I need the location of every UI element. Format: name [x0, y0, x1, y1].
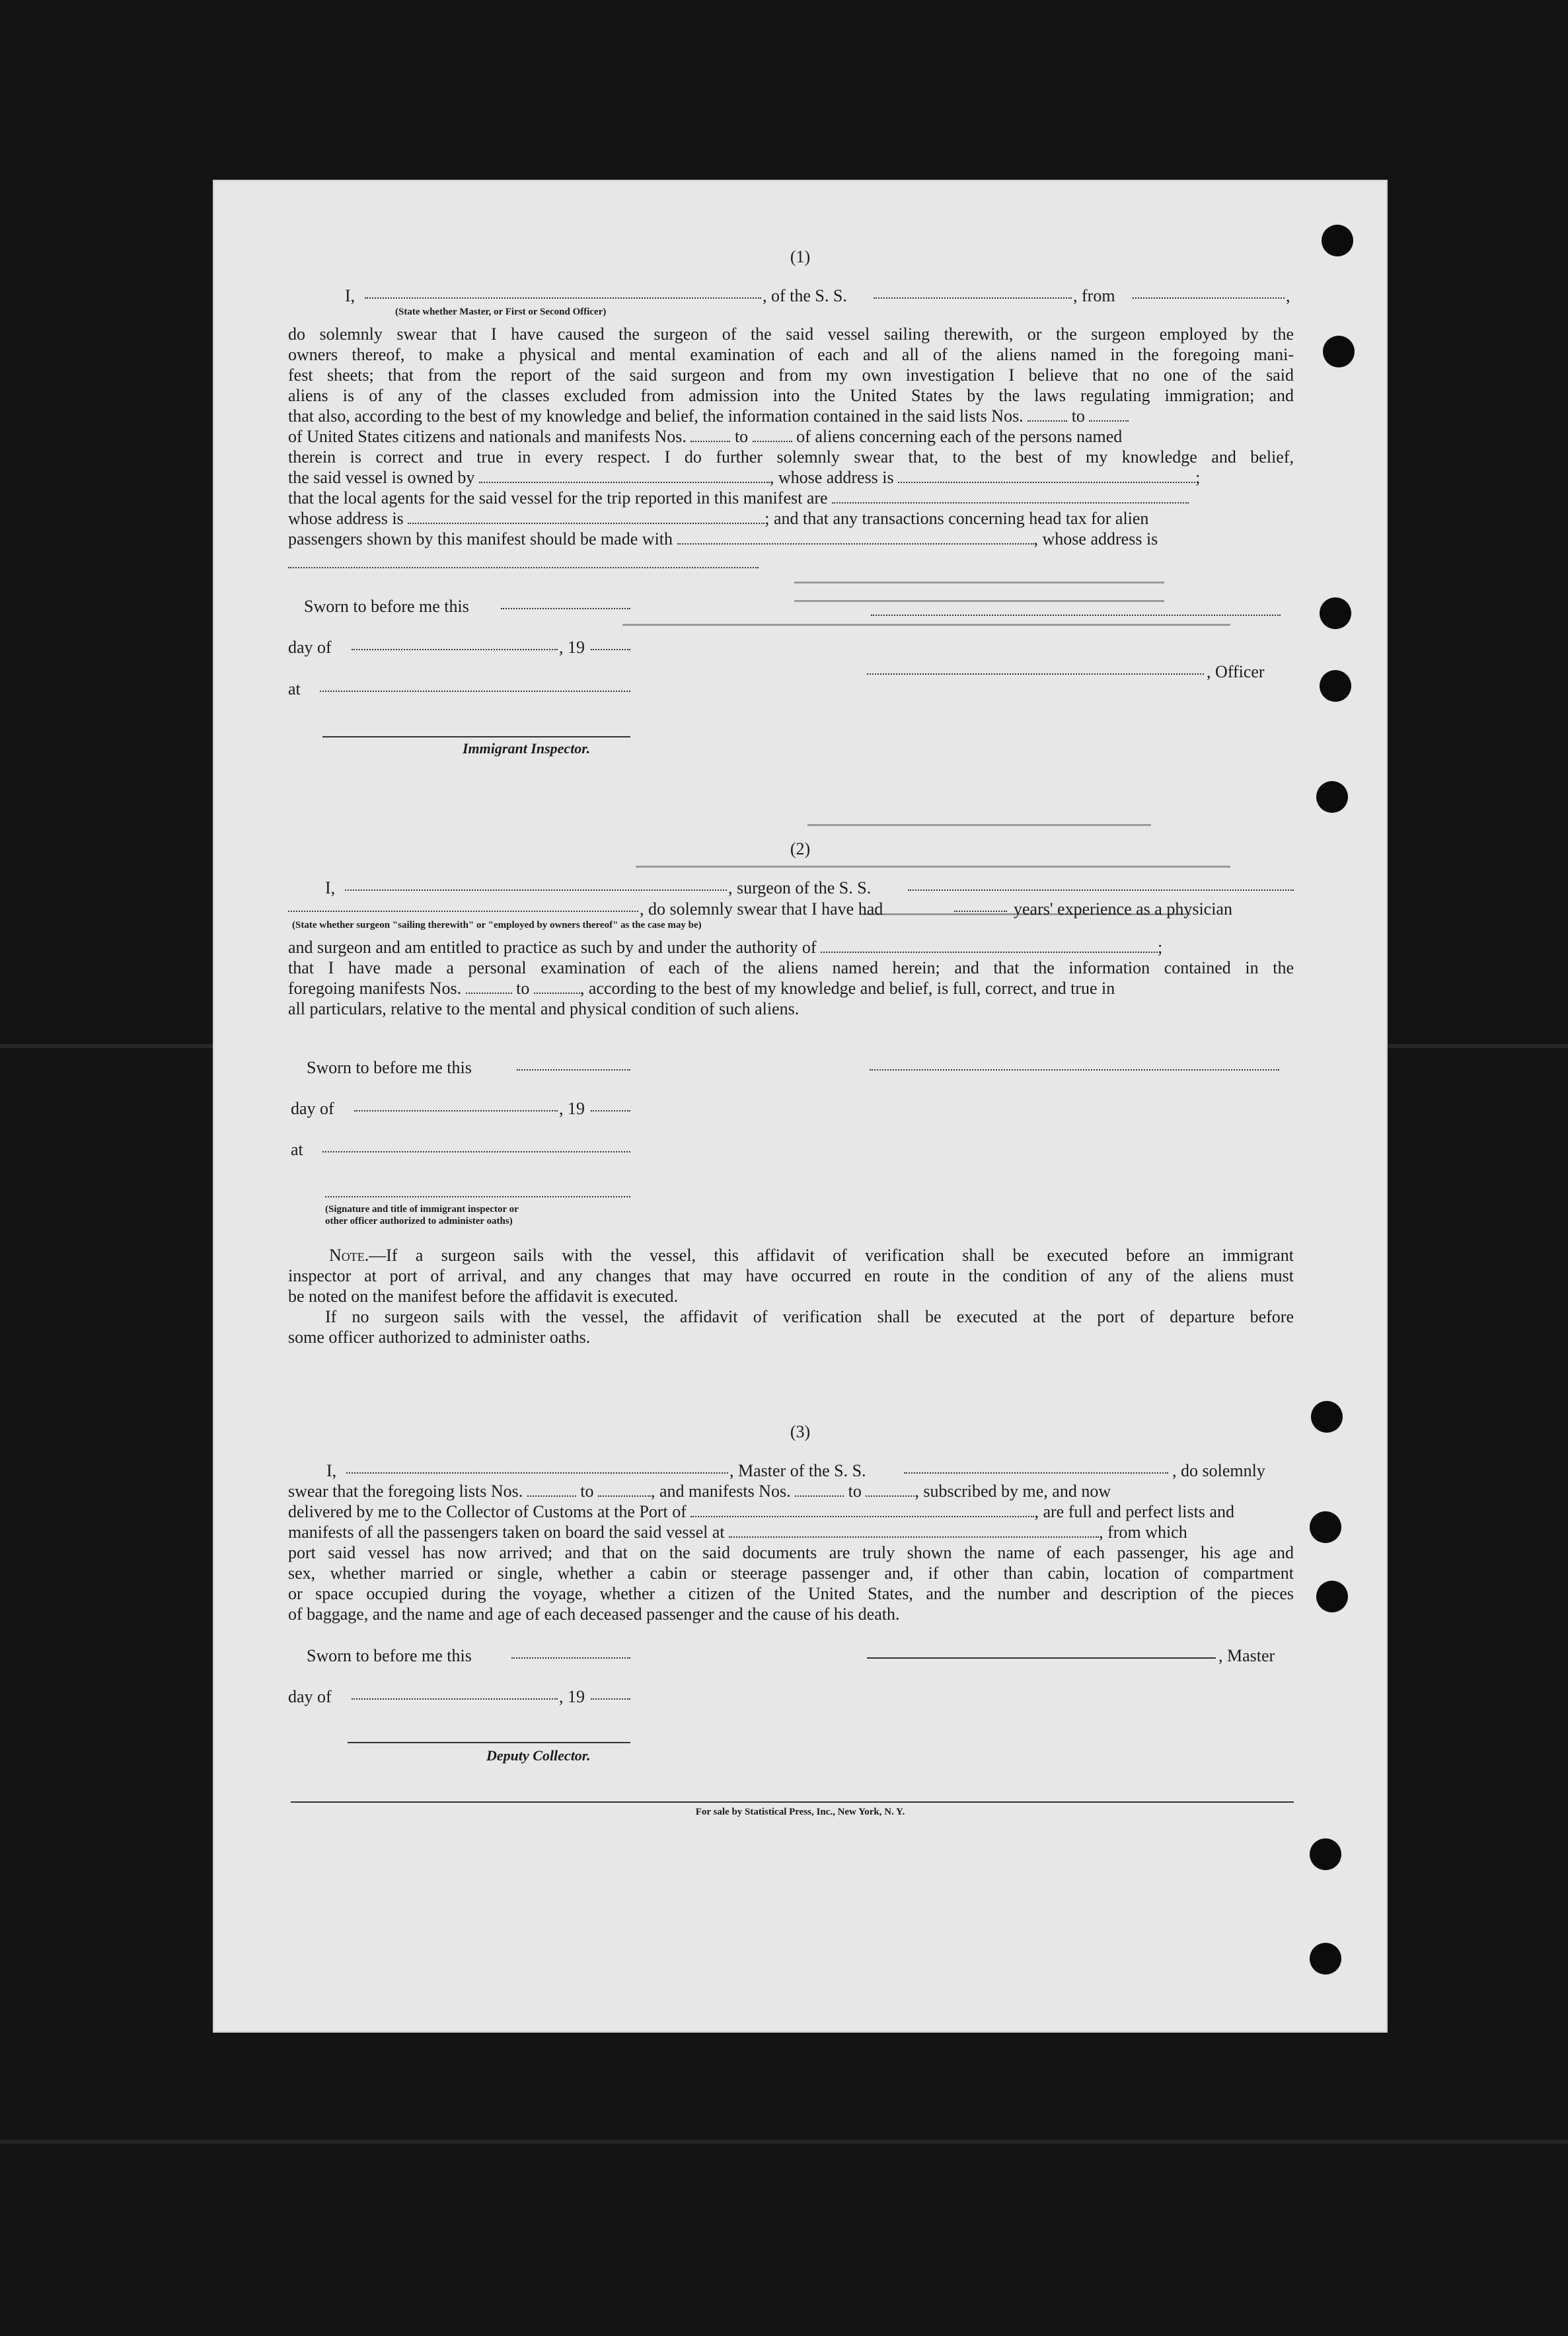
officer-signature-field[interactable] [867, 672, 1204, 675]
oath-paragraph-line: passengers shown by this manifest should be made with , whose address is [288, 529, 1158, 548]
section-2-swear-label: , do solemnly swear that I have had [640, 899, 883, 919]
day-field[interactable] [352, 648, 558, 650]
year-label: , 19 [559, 1099, 585, 1118]
bleed-through-line [794, 600, 1164, 602]
manifest-page [213, 180, 1388, 2033]
punch-hole [1320, 670, 1351, 702]
oath-paragraph-line: whose address is ; and that any transactions concerning head tax for alien [288, 509, 1149, 528]
officer-signature-upper-line[interactable] [871, 613, 1281, 616]
section-1-from-label: , from [1073, 286, 1115, 305]
master-label: , Master [1218, 1646, 1275, 1665]
sworn-label: Sworn to before me this [307, 1058, 472, 1077]
owner-address-field[interactable] [898, 470, 1195, 483]
day-label: day of [291, 1099, 334, 1118]
punch-hole [1323, 336, 1355, 367]
section-2-number: (2) [790, 839, 811, 858]
list-no-from-field[interactable] [1027, 408, 1067, 422]
section-3-number: (3) [790, 1422, 811, 1441]
oath-paragraph-line: the said vessel is owned by , whose address is ; [288, 468, 1201, 487]
punch-hole [1310, 1838, 1341, 1870]
at-label: at [288, 679, 301, 698]
master-list-to-field[interactable] [598, 1484, 651, 1497]
surgeon-signature-field[interactable] [870, 1068, 1279, 1071]
surgeon-manifest-from-field[interactable] [466, 981, 512, 994]
surgeon-name-field[interactable] [345, 888, 727, 891]
inspector-signature-line[interactable] [322, 735, 630, 737]
section-3-master-label: , Master of the S. S. [729, 1461, 866, 1480]
day-label: day of [288, 638, 332, 657]
oath-paragraph-line: aliens is of any of the classes excluded from admission into the United States by the laws regulating immigration; and [288, 386, 1294, 405]
officer-label: , Officer [1207, 662, 1265, 681]
master-paragraph-line: of baggage, and the name and age of each deceased passenger and the cause of his death. [288, 1604, 900, 1624]
note-line: be noted on the manifest before the affidavit is executed. [288, 1287, 679, 1306]
sworn-date-field[interactable] [517, 1068, 630, 1071]
master-list-from-field[interactable] [527, 1484, 576, 1497]
bleed-through-line [622, 624, 1230, 626]
practice-authority-field[interactable] [821, 940, 1158, 953]
section-2-physician-label: years' experience as a physician [1014, 899, 1232, 919]
signature-title-note: other officer authorized to administer oaths) [325, 1216, 513, 1226]
officer-rank-note: (State whether Master, or First or Second Officer) [395, 307, 607, 317]
master-name-field[interactable] [365, 296, 761, 299]
oath-paragraph-line: that also, according to the best of my knowledge and belief, the information contained in the said lists Nos. to [288, 406, 1129, 426]
manifest-no-from-field[interactable] [691, 429, 730, 442]
deputy-collector-label: Deputy Collector. [486, 1747, 591, 1764]
section-2-ss-label: , surgeon of the S. S. [728, 878, 872, 897]
port-of-arrival-field[interactable] [691, 1504, 1034, 1517]
year-label: , 19 [559, 638, 585, 657]
at-label: at [291, 1140, 303, 1159]
master-paragraph-line: manifests of all the passengers taken on board the said vessel at , from which [288, 1523, 1187, 1542]
head-tax-party-field[interactable] [677, 531, 1034, 545]
punch-hole [1310, 1511, 1341, 1543]
year-field[interactable] [591, 648, 630, 650]
master-signature-field[interactable] [867, 1656, 1216, 1659]
bleed-through-line [636, 866, 1230, 868]
master-paragraph-line: sex, whether married or single, whether a cabin or steerage passenger and, if other than cabin, location of compartment [288, 1564, 1294, 1583]
local-agents-field[interactable] [832, 490, 1189, 504]
footer-rule [291, 1800, 1294, 1803]
master-paragraph-line: swear that the foregoing lists Nos. to , and manifests Nos. to , subscribed by me, and now [288, 1482, 1111, 1501]
surgeon-paragraph-line: that I have made a personal examination of each of the aliens named herein; and that the information contained in the [288, 958, 1294, 977]
master-paragraph-line: or space occupied during the voyage, whether a citizen of the United States, and the number and description of the pieces [288, 1584, 1294, 1603]
note-label: Note. [329, 1246, 369, 1265]
bleed-through-line [807, 824, 1151, 826]
section-1-number: (1) [790, 247, 811, 266]
surgeon-status-field[interactable] [288, 909, 638, 912]
ship-name-field[interactable] [904, 1471, 1168, 1474]
scan-band [0, 2140, 1568, 2144]
sworn-date-field[interactable] [501, 607, 630, 609]
surgeon-manifest-to-field[interactable] [534, 981, 580, 994]
day-field[interactable] [352, 1697, 558, 1700]
year-field[interactable] [591, 1697, 630, 1700]
head-tax-address-field[interactable] [288, 566, 759, 568]
section-1-line-1: I, [345, 286, 355, 305]
collector-signature-line[interactable] [348, 1741, 630, 1743]
oath-paragraph-line: owners thereof, to make a physical and mental examination of each and all of the aliens named in the foregoing mani- [288, 345, 1294, 364]
oath-paragraph-line: of United States citizens and nationals and manifests Nos. to of aliens concerning each of the persons named [288, 427, 1123, 446]
day-label: day of [288, 1687, 332, 1706]
sworn-label: Sworn to before me this [304, 597, 469, 616]
year-label: , 19 [559, 1687, 585, 1706]
port-from-field[interactable] [1133, 296, 1285, 299]
note-line: some officer authorized to administer oaths. [288, 1328, 591, 1347]
oath-paragraph-line: fest sheets; that from the report of the said surgeon and from my own investigation I believe that no one of the said [288, 365, 1294, 385]
sworn-date-field[interactable] [511, 1656, 630, 1659]
surgeon-paragraph-line: foregoing manifests Nos. to , according to the best of my knowledge and belief, is full, correct, and true in [288, 979, 1115, 998]
day-field[interactable] [354, 1109, 558, 1111]
punch-hole [1316, 781, 1348, 813]
master-paragraph-line: port said vessel has now arrived; and that on the said documents are truly shown the name of each passenger, his age and [288, 1543, 1294, 1562]
surgeon-paragraph-line: all particulars, relative to the mental and physical condition of such aliens. [288, 999, 800, 1018]
years-experience-field[interactable] [954, 909, 1007, 912]
surgeon-ship-field[interactable] [908, 888, 1294, 891]
section-2-i-label: I, [325, 878, 336, 897]
surgeon-status-note: (State whether surgeon "sailing therewith" or "employed by owners thereof" as the case may be) [292, 920, 702, 930]
vessel-owner-field[interactable] [479, 470, 770, 483]
oath-paragraph-line: that the local agents for the said vessel for the trip reported in this manifest are [288, 488, 1189, 508]
section-3-solemnly-label: , do solemnly [1172, 1461, 1265, 1480]
printer-imprint: For sale by Statistical Press, Inc., New York, N. Y. [695, 1807, 905, 1817]
surgeon-paragraph-line: and surgeon and am entitled to practice as such by and under the authority of ; [288, 938, 1163, 957]
agent-address-field[interactable] [408, 511, 765, 524]
punch-hole [1310, 1943, 1341, 1975]
section-1-comma: , [1286, 286, 1290, 305]
note-line: If no surgeon sails with the vessel, the affidavit of verification shall be executed at the port of departure before [325, 1307, 1294, 1326]
section-3-i-label: I, [326, 1461, 337, 1480]
master-paragraph-line: delivered by me to the Collector of Customs at the Port of , are full and perfect lists and [288, 1502, 1234, 1521]
at-place-field[interactable] [322, 1150, 630, 1152]
list-no-to-field[interactable] [1089, 408, 1129, 422]
oath-paragraph-line: do solemnly swear that I have caused the surgeon of the said vessel sailing therewith, or the surgeon employed by the [288, 324, 1294, 344]
at-place-field[interactable] [320, 689, 630, 692]
note-line: Note.—If a surgeon sails with the vessel, this affidavit of verification shall be executed before an immigrant [329, 1246, 1294, 1265]
embarkation-port-field[interactable] [729, 1525, 1099, 1538]
oath-paragraph-line: therein is correct and true in every respect. I do further solemnly swear that, to the best of my knowledge and belief, [288, 447, 1294, 467]
signature-title-note: (Signature and title of immigrant inspector or [325, 1204, 519, 1215]
master-manifest-from-field[interactable] [795, 1484, 844, 1497]
ship-name-field[interactable] [874, 296, 1072, 299]
master-manifest-to-field[interactable] [866, 1484, 915, 1497]
section-1-ss-label: , of the S. S. [763, 286, 847, 305]
punch-hole [1316, 1581, 1348, 1612]
inspector-signature-line[interactable] [325, 1195, 630, 1197]
manifest-no-to-field[interactable] [753, 429, 792, 442]
bleed-through-line [794, 582, 1164, 584]
master-name-field[interactable] [346, 1471, 728, 1474]
note-line: inspector at port of arrival, and any changes that may have occurred en route in the condition of any of the aliens must [288, 1266, 1294, 1285]
sworn-label: Sworn to before me this [307, 1646, 472, 1665]
immigrant-inspector-label: Immigrant Inspector. [463, 740, 591, 757]
year-field[interactable] [591, 1109, 630, 1111]
punch-hole [1320, 597, 1351, 629]
